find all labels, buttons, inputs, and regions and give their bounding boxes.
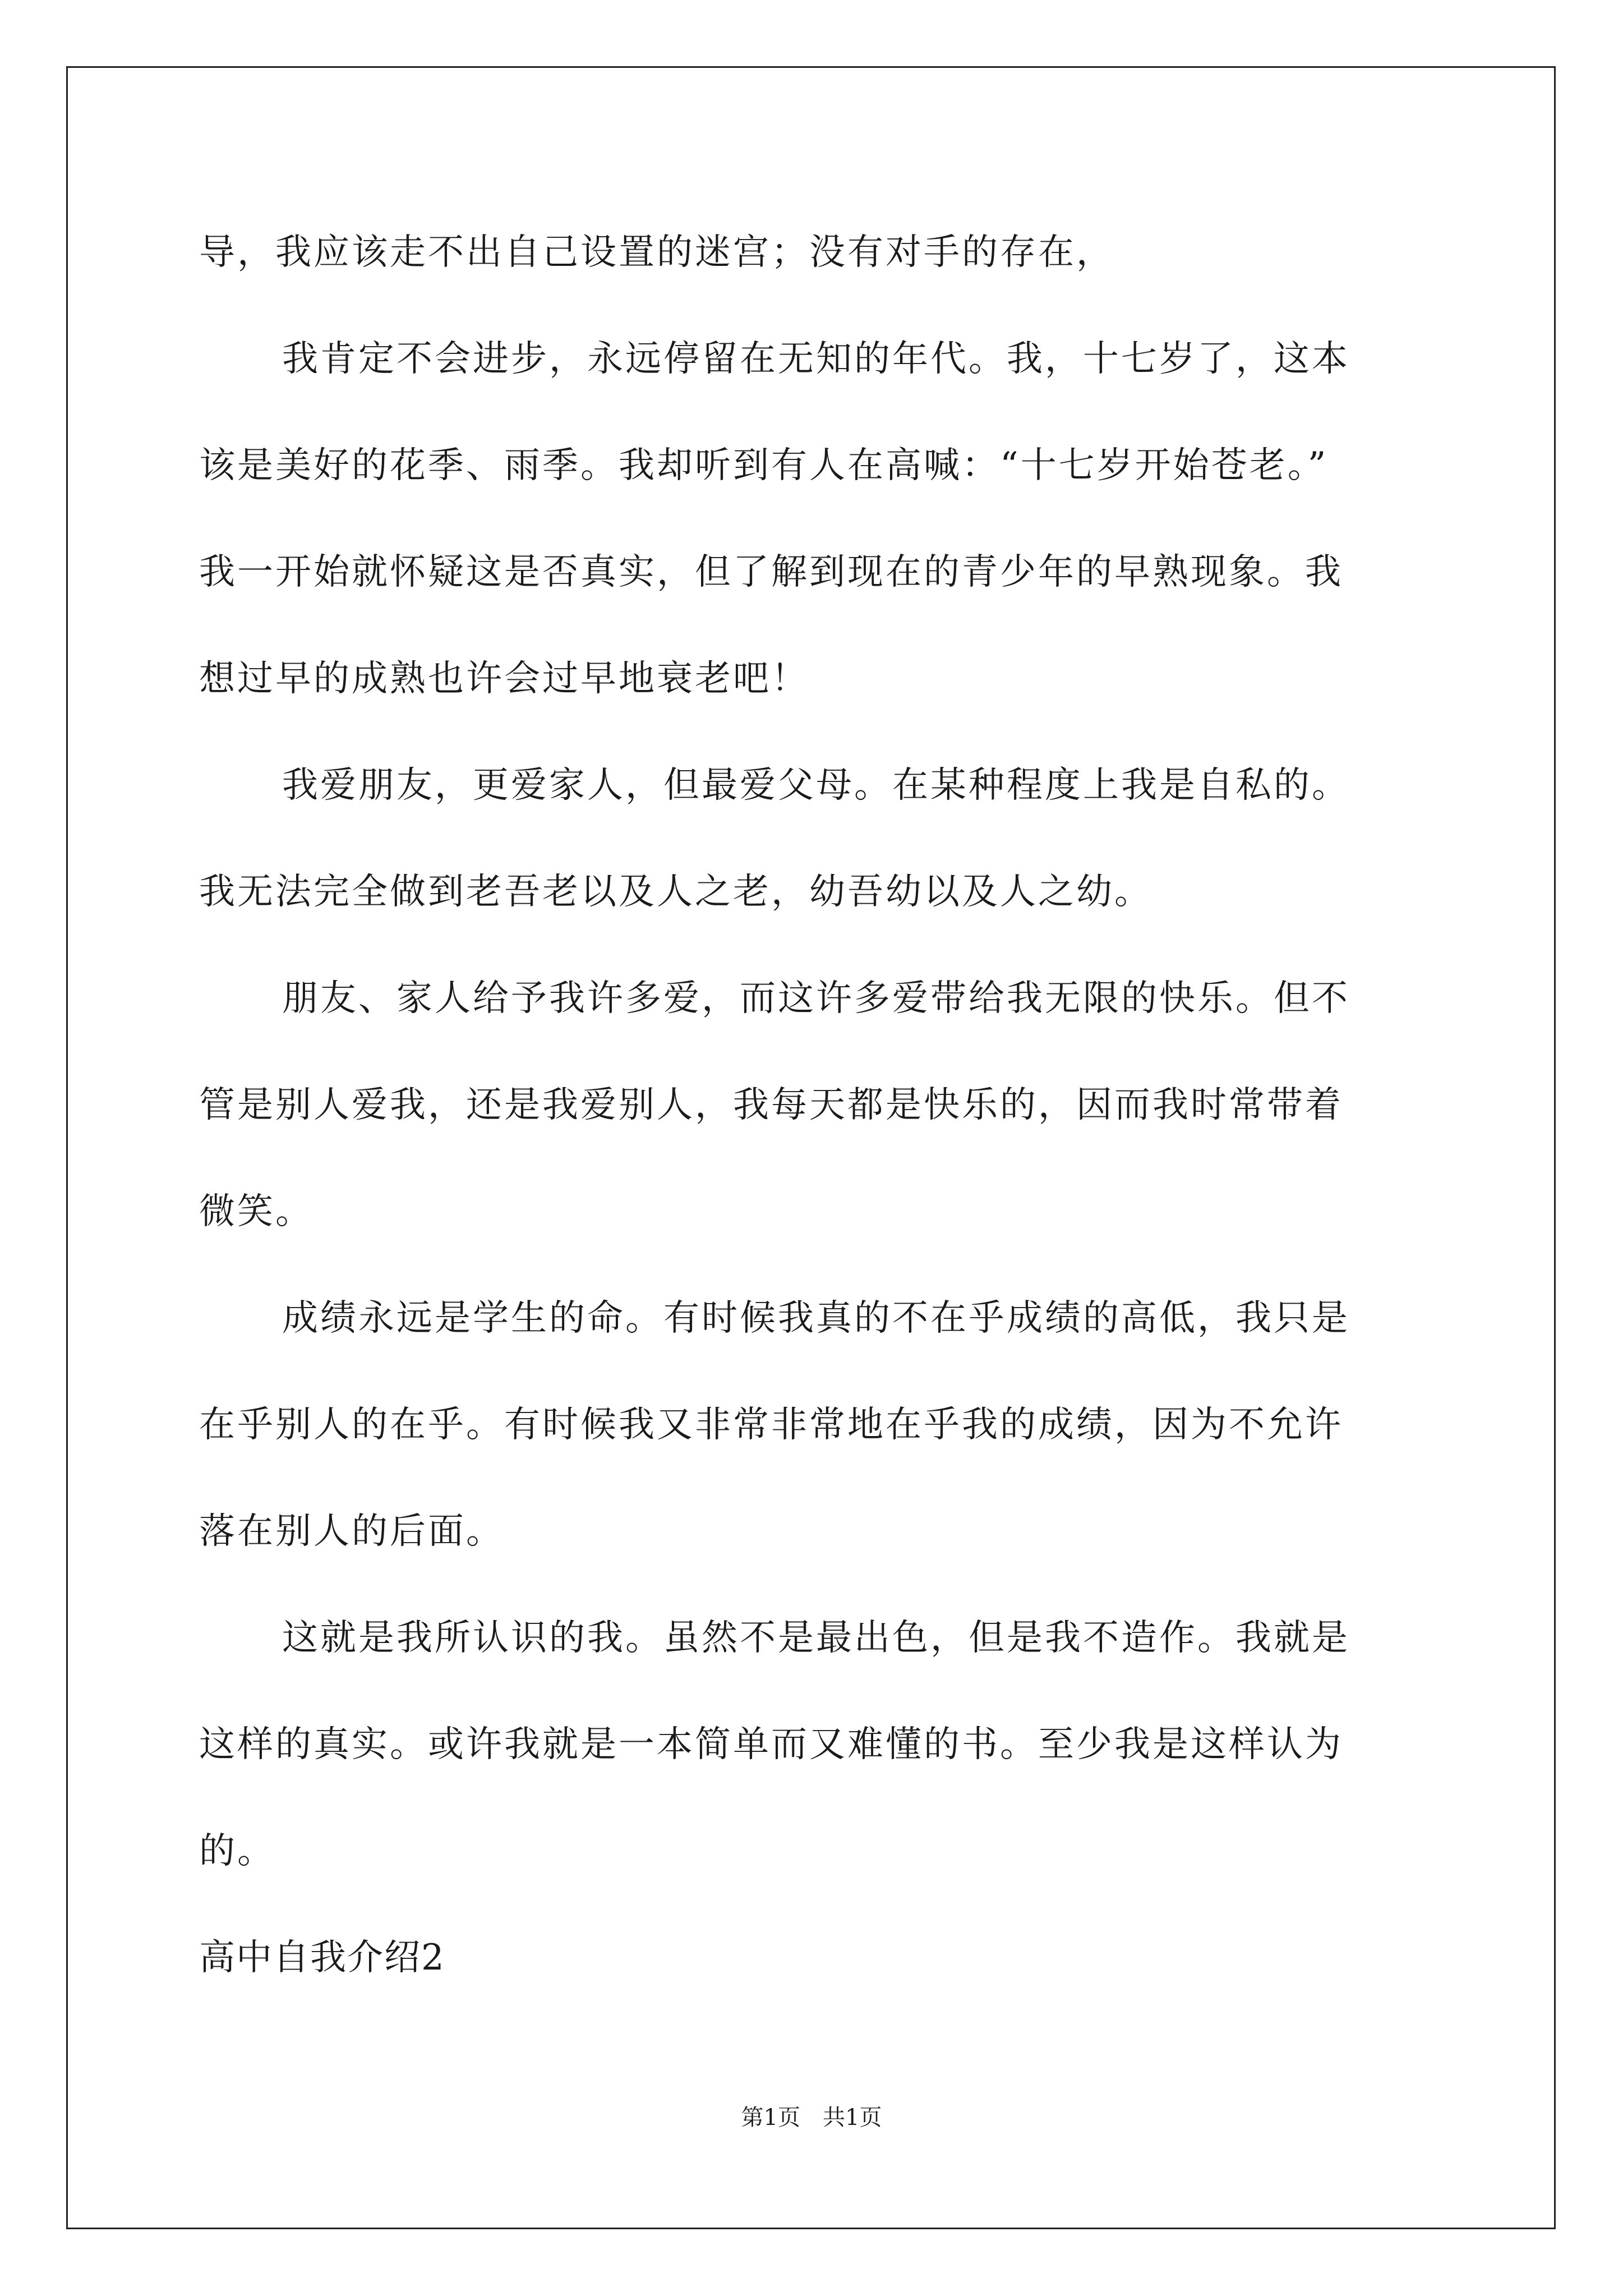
paragraph-line: 该是美好的花季、雨季。我却听到有人在高喊：“十七岁开始苍老。”	[199, 445, 1329, 486]
paragraph-line: 管是别人爱我，还是我爱别人，我每天都是快乐的，因而我时常带着	[199, 1084, 1343, 1126]
page-border	[66, 66, 1556, 2229]
paragraph-line: 微笑。	[199, 1191, 313, 1232]
paragraph-line: 这样的真实。或许我就是一本简单而又难懂的书。至少我是这样认为	[199, 1724, 1343, 1765]
page-footer	[0, 2104, 1623, 2132]
paragraph-line: 我一开始就怀疑这是否真实，但了解到现在的青少年的早熟现象。我	[199, 551, 1343, 593]
paragraph-line: 成绩永远是学生的命。有时候我真的不在乎成绩的高低，我只是	[282, 1297, 1350, 1339]
paragraph-line: 导，我应该走不出自己设置的迷宫；没有对手的存在，	[199, 232, 1114, 273]
page-number: 第1页	[741, 2105, 800, 2131]
paragraph-line: 的。	[199, 1830, 275, 1872]
paragraph-line: 落在别人的后面。	[199, 1511, 504, 1552]
page-total: 共1页	[823, 2105, 882, 2131]
paragraph-line: 想过早的成熟也许会过早地衰老吧！	[199, 658, 809, 700]
paragraph-line: 我肯定不会进步，永远停留在无知的年代。我，十七岁了，这本	[282, 338, 1350, 380]
section-heading: 高中自我介绍2	[199, 1937, 445, 1978]
paragraph-line: 朋友、家人给予我许多爱，而这许多爱带给我无限的快乐。但不	[282, 978, 1350, 1019]
paragraph-line: 我爱朋友，更爱家人，但最爱父母。在某种程度上我是自私的。	[282, 765, 1350, 806]
paragraph-line: 我无法完全做到老吾老以及人之老，幼吾幼以及人之幼。	[199, 871, 1152, 913]
paragraph-line: 这就是我所认识的我。虽然不是最出色，但是我不造作。我就是	[282, 1617, 1350, 1659]
paragraph-line: 在乎别人的在乎。有时候我又非常非常地在乎我的成绩，因为不允许	[199, 1404, 1343, 1446]
